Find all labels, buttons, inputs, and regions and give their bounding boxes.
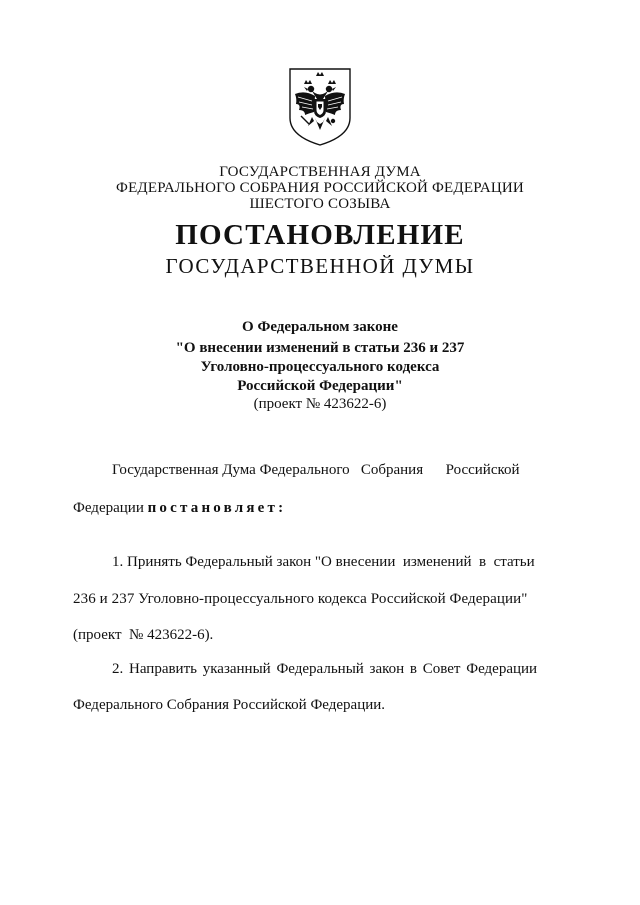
issuer-assembly: ФЕДЕРАЛЬНОГО СОБРАНИЯ РОССИЙСКОЙ ФЕДЕРАЦИИ [116,180,524,196]
item-1-line: 1. Принять Федеральный закон "О внесении изменений в статьи [112,554,535,570]
subject-line: Уголовно-процессуального кодекса [200,359,440,375]
issuer-name: ГОСУДАРСТВЕННАЯ ДУМА [219,164,421,180]
russian-coat-of-arms-icon [287,66,353,148]
item-1-line: 236 и 237 Уголовно-процессуального кодекса Российской Федерации" [73,591,528,607]
subject-line: О Федеральном законе [242,319,398,335]
issuer-convocation: ШЕСТОГО СОЗЫВА [249,196,391,212]
item-2-line: Федерального Собрания Российской Федерации. [73,697,386,713]
bill-number: (проект № 423622-6) [253,396,387,412]
item-2-line: 2. Направить указанный Федеральный закон в Совет Федерации [112,661,538,677]
subject-line: "О внесении изменений в статьи 236 и 237 [175,340,465,356]
preamble-prefix: Федерации [73,500,148,516]
document-title: ПОСТАНОВЛЕНИЕ [175,219,465,251]
preamble-line [73,499,547,517]
preamble-line: Государственная Дума Федерального Собрания Российской [112,462,520,478]
resolution-verb: постановляет: [147,500,287,516]
document-subtitle: ГОСУДАРСТВЕННОЙ ДУМЫ [165,254,475,278]
subject-line: Российской Федерации" [237,378,403,394]
item-1-line: (проект № 423622-6). [73,627,214,643]
